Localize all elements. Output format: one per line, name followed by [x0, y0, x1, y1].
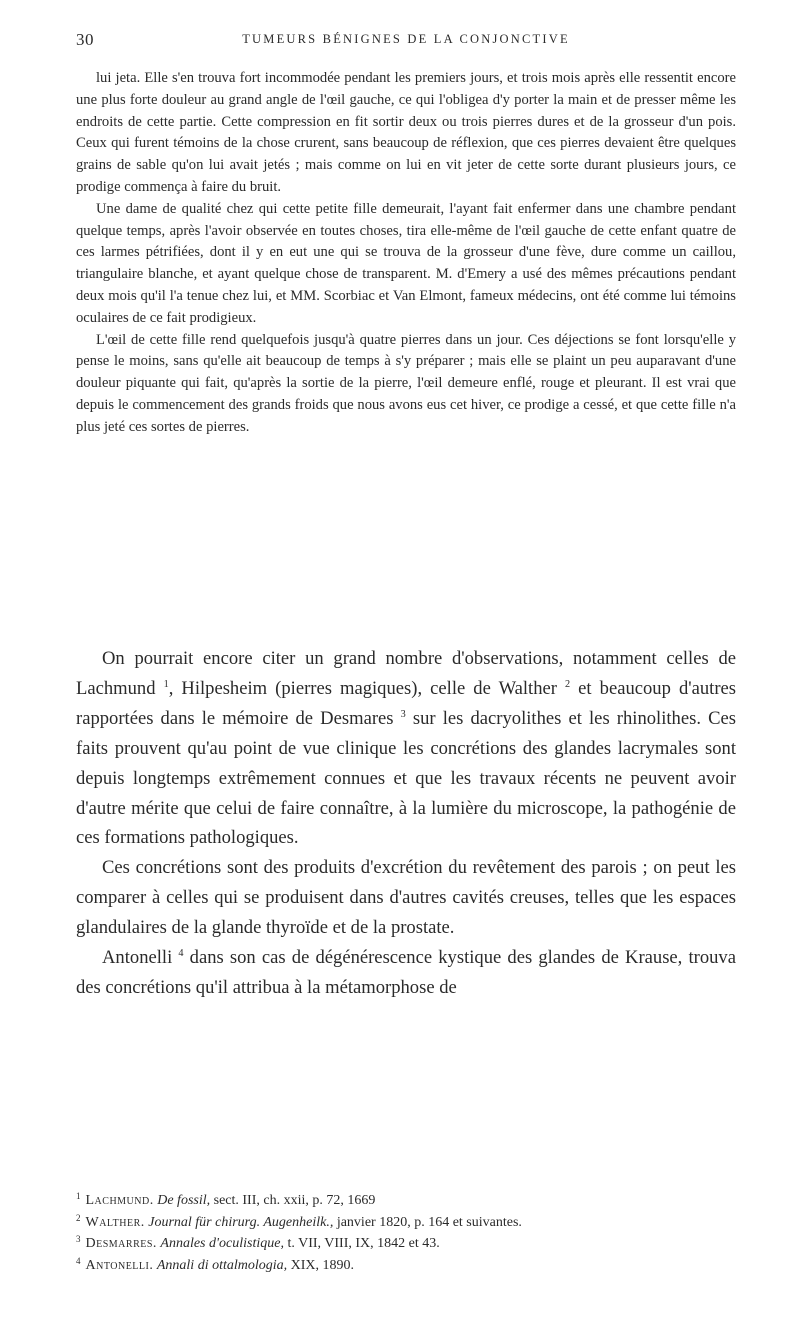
footnote-number: 2: [76, 1212, 81, 1223]
footnote-details: janvier 1820, p. 164 et suivantes.: [336, 1214, 522, 1230]
footnote-details: XIX, 1890.: [290, 1257, 355, 1273]
footnote: [76, 1253, 736, 1275]
footnote-details: sect. III, ch. xxii, p. 72, 1669: [213, 1193, 376, 1208]
footnote-title: Annali di ottalmologia,: [156, 1257, 288, 1273]
footnote-ref: 2: [565, 678, 571, 690]
text-run: , Hilpesheim (pierres magiques), celle de Walther: [168, 677, 566, 699]
footnote-author: Antonelli.: [85, 1257, 154, 1273]
footnote-details: t. VII, VIII, IX, 1842 et 43.: [287, 1236, 440, 1251]
footnote-number: 3: [76, 1234, 81, 1244]
footnote-ref: 4: [178, 947, 184, 959]
footnote: [76, 1231, 736, 1253]
footnote-author: Desmarres.: [85, 1236, 157, 1251]
body-paragraph: [76, 943, 736, 1003]
footnote: [76, 1188, 736, 1210]
body-paragraph: Une dame de qualité chez qui cette petite fille demeurait, l'ayant fait enfermer dans une chambre pendant quelque temps, après l'avoir observée en toutes choses, tira elle-même de l'œil gauche de cette enfant quatre de ces larmes pétrifiées, dont il y en eut une qui se trouva de la grosseur d'une fève, dure comme un caillou, triangulaire blanche, et ayant quelque chose de transparent. M. d'Emery a usé des mêmes précautions pendant deux mois qu'il l'a tenue chez lui, et MM. Scorbiac et Van Elmont, fameux médecins, ont été comme lui témoins oculaires de ce fait prodigieux.: [76, 200, 736, 326]
footnote-number: 4: [76, 1255, 81, 1266]
text-run: On pourrait encore citer un grand nombre d'observations, notamment celles de Lachmund: [76, 648, 736, 699]
running-title: TUMEURS BÉNIGNES DE LA CONJONCTIVE: [242, 32, 570, 46]
footnote-number: 1: [76, 1191, 81, 1201]
body-paragraph: [76, 644, 736, 853]
text-run: et beaucoup d'autres rapportées dans le mémoire de Desmares: [76, 677, 736, 729]
quoted-observation: [76, 68, 736, 439]
footnote-ref: 3: [400, 708, 406, 720]
text-run: Antonelli: [102, 947, 179, 969]
footnote-title: De fossil,: [157, 1193, 211, 1208]
footnotes: [76, 1188, 736, 1274]
body-paragraph: Ces concrétions sont des produits d'excrétion du revêtement des parois ; on peut les comparer à celles qui se produisent dans d'autres cavités creuses, telles que les espaces glandulaires de la glande thyroïde et de la prostate.: [76, 857, 736, 939]
text-run: dans son cas de dégénérescence kystique des glandes de Krause, trouva des concrétions qu'il attribua à la métamorphose de: [76, 947, 736, 998]
footnote-title: Annales d'oculistique,: [160, 1236, 284, 1251]
footnote-author: Walther.: [85, 1214, 145, 1230]
main-text: [76, 644, 736, 1003]
page-header: [76, 30, 736, 50]
text-run: sur les dacryolithes et les rhinolithes. Ces faits prouvent qu'au point de vue clinique les concrétions des glandes lacrymales sont depuis longtemps extrêmement connues et que les travaux récents ne peuvent avoir d'autre mérite que celui de faire connaître, à la lumière du microscope, la pathogénie de ces formations pathologiques.: [76, 707, 736, 849]
body-paragraph: lui jeta. Elle s'en trouva fort incommodée pendant les premiers jours, et trois mois après elle ressentit encore une plus forte douleur au grand angle de l'œil gauche, ce qui l'obligea d'y porter la main et de presser même les endroits de cette partie. Cette compression en fit sortir deux ou trois pierres dures et de la grosseur d'un pois. Ceux qui furent témoins de la chose crurent, sans beaucoup de réflexion, que ces pierres devaient être quelques grains de sable qu'on lui avait jetés ; mais comme on lui en vit jeter de cette sorte durant plusieurs jours, ce prodige commença à faire du bruit.: [76, 70, 736, 195]
body-paragraph: L'œil de cette fille rend quelquefois jusqu'à quatre pierres dans un jour. Ces déjections se font lorsqu'elle y pense le moins, sans qu'elle ait beaucoup de temps à s'y préparer ; mais elle se plaint un peu auparavant d'une douleur piquante qui fait, qu'après la sortie de la pierre, l'œil demeure enflé, rouge et pleurant. Il est vrai que depuis le commencement des grands froids que nous avons eus cet hiver, ce prodige a cessé, et que cette fille n'a plus jeté ces sortes de pierres.: [76, 331, 736, 435]
footnote-author: Lachmund.: [85, 1193, 154, 1208]
footnote: [76, 1210, 736, 1232]
footnote-title: Journal für chirurg. Augenheilk.,: [148, 1214, 334, 1230]
footnote-ref: 1: [163, 678, 169, 690]
page-number: 30: [76, 30, 94, 49]
